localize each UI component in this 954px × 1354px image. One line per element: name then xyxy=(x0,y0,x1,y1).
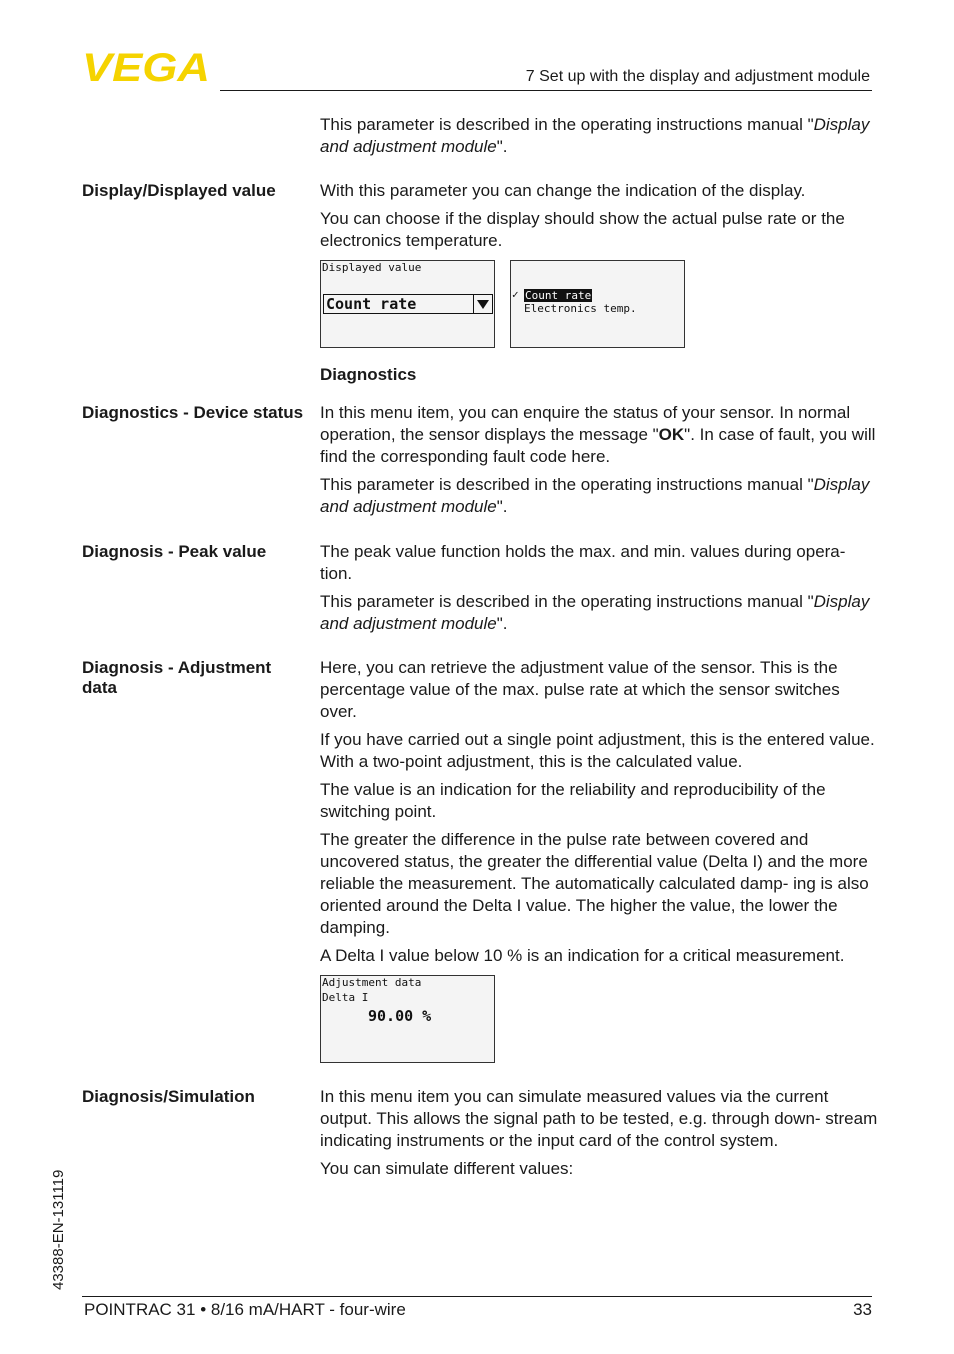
simulation-p2: You can simulate different values: xyxy=(320,1159,574,1178)
diagnostics-heading: Diagnostics xyxy=(320,365,417,384)
footer-product: POINTRAC 31 • 8/16 mA/HART - four-wire xyxy=(84,1300,406,1319)
adj-screen-value: 90.00 % xyxy=(368,1007,432,1025)
page-number: 33 xyxy=(853,1300,872,1319)
peak-value-p2: This parameter is described in the operating instructions manual "Display and adjustment module". xyxy=(320,592,870,633)
chevron-down-icon[interactable] xyxy=(473,295,492,313)
footer-rule xyxy=(82,1296,872,1297)
option-count-rate[interactable]: Count rate xyxy=(525,289,592,302)
adj-screen-line1: Adjustment data xyxy=(322,976,422,989)
adj-screen-line2: Delta I xyxy=(322,991,369,1004)
adjustment-screen xyxy=(320,975,495,1063)
dropdown-value: Count rate xyxy=(326,295,417,313)
label-display-value: Display/Displayed value xyxy=(82,181,276,200)
adjustment-p1: Here, you can retrieve the adjustment value of the sensor. This is the percentage value of the max. pulse rate at which the sensor switches over. xyxy=(320,658,840,721)
display-p1: With this parameter you can change the indication of the display. xyxy=(320,181,806,200)
header-title: 7 Set up with the display and adjustment module xyxy=(525,68,870,85)
label-device-status: Diagnostics - Device status xyxy=(82,403,304,422)
device-status-p2: This parameter is described in the operating instructions manual "Display and adjustment module". xyxy=(320,475,870,516)
adjustment-p3: The value is an indication for the reliability and reproducibility of the switching point. xyxy=(320,780,826,821)
simulation-p1: In this menu item you can simulate measured values via the current output. This allows the signal path to be tested, e.g. through down- stream indicating instruments or the input card of the control system. xyxy=(320,1087,878,1150)
label-peak-value: Diagnosis - Peak value xyxy=(82,542,267,561)
vega-logo xyxy=(82,50,212,84)
label-adjustment-data: Diagnosis - Adjustment data xyxy=(82,658,272,697)
device-status-p1: In this menu item, you can enquire the status of your sensor. In normal operation, the sensor displays the message "OK". In case of fault, you will find the corresponding fault code here. xyxy=(320,403,876,466)
header-rule xyxy=(220,90,872,91)
peak-value-p1: The peak value function holds the max. and min. values during opera- tion. xyxy=(320,542,846,583)
option-electronics-temp[interactable]: Electronics temp. xyxy=(524,302,637,315)
adjustment-p2: If you have carried out a single point adjustment, this is the entered value. With a two-point adjustment, this is the calculated value. xyxy=(320,730,875,771)
screen1-title: Displayed value xyxy=(322,261,422,274)
logo-text: VEGA xyxy=(82,50,210,84)
displayed-value-dropdown[interactable] xyxy=(323,294,493,314)
document-code: 43388-EN-131119 xyxy=(50,1169,67,1290)
adjustment-p4: The greater the difference in the pulse rate between covered and uncovered status, the greater the differential value (Delta I) and the more reliable the measurement. The automatically calculated damp- ing is also oriented around the Delta I value. The higher the value, the lower the damping. xyxy=(320,830,869,937)
display-screen-1 xyxy=(320,260,495,348)
display-screen-2 xyxy=(510,260,685,348)
intro-paragraph: This parameter is described in the operating instructions manual "Display and adjustment module". xyxy=(320,115,870,156)
adjustment-p5: A Delta I value below 10 % is an indication for a critical measurement. xyxy=(320,946,845,965)
display-p2: You can choose if the display should show the actual pulse rate or the electronics temperature. xyxy=(320,209,845,250)
check-icon: ✓ xyxy=(512,288,519,301)
label-simulation: Diagnosis/Simulation xyxy=(82,1087,255,1106)
